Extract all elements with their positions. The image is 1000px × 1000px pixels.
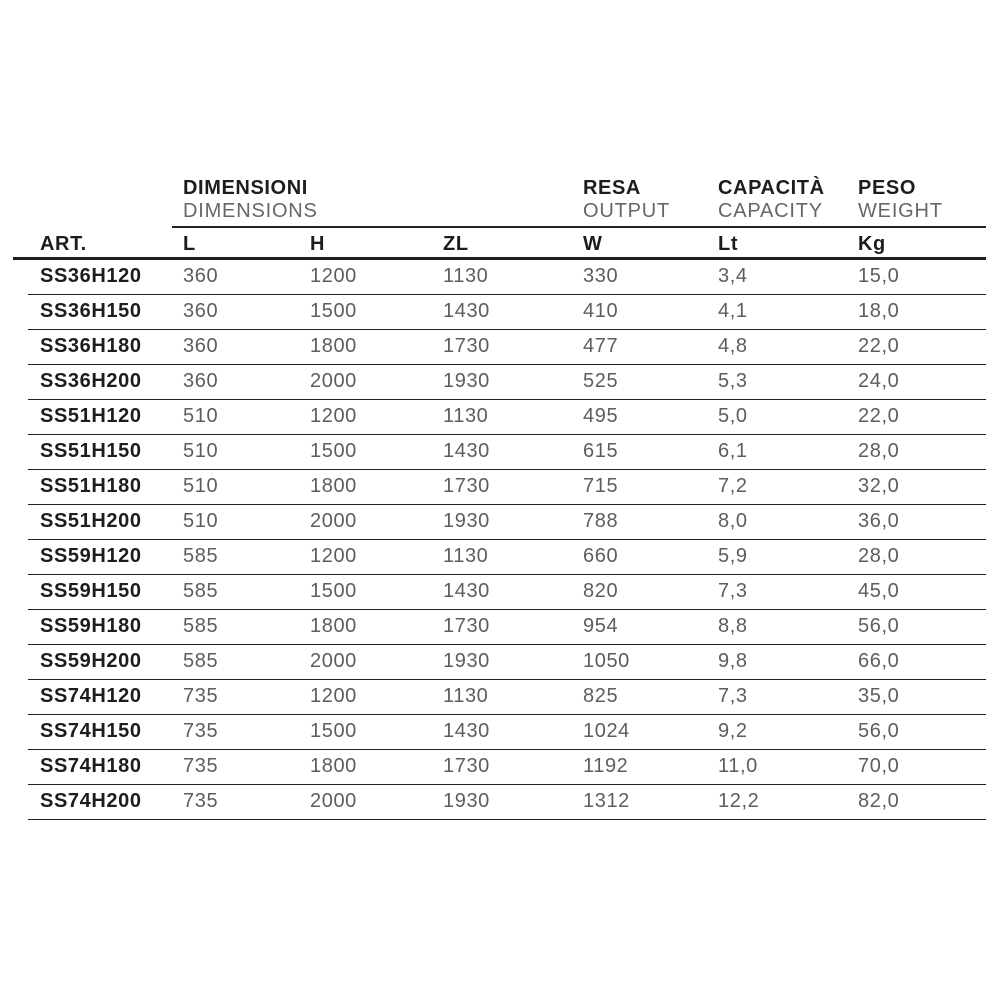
cell-capacity-lt: 5,9 [718,545,748,567]
cell-article-code: SS74H200 [40,790,142,812]
cell-height: 1500 [310,300,357,322]
table-row [28,505,986,540]
cell-height: 1200 [310,265,357,287]
cell-zl: 1130 [443,685,489,707]
table-body [28,260,986,820]
cell-length: 510 [183,440,219,462]
col-header-zl: ZL [443,233,469,255]
cell-length: 510 [183,475,219,497]
cell-height: 1800 [310,475,357,497]
table-row [28,260,986,295]
cell-height: 1200 [310,685,357,707]
cell-output-w: 1192 [583,755,629,777]
cell-article-code: SS36H200 [40,370,142,392]
cell-capacity-lt: 4,8 [718,335,748,357]
cell-capacity-lt: 4,1 [718,300,748,322]
cell-weight-kg: 28,0 [858,440,900,462]
cell-article-code: SS74H120 [40,685,142,707]
group-header-dimensions [183,177,318,223]
cell-length: 360 [183,370,219,392]
table-row [28,365,986,400]
cell-length: 585 [183,580,219,602]
cell-capacity-lt: 5,3 [718,370,748,392]
table-row [28,540,986,575]
cell-output-w: 788 [583,510,619,532]
cell-zl: 1130 [443,545,489,567]
cell-article-code: SS51H150 [40,440,142,462]
cell-article-code: SS59H150 [40,580,142,602]
cell-weight-kg: 56,0 [858,615,900,637]
col-header-l: L [183,233,196,255]
cell-article-code: SS59H200 [40,650,142,672]
group-header-primary: CAPACITÀ [718,177,825,199]
table-row [28,750,986,785]
cell-height: 1500 [310,720,357,742]
cell-weight-kg: 22,0 [858,335,900,357]
cell-zl: 1130 [443,265,489,287]
table-row [28,435,986,470]
group-header-primary: DIMENSIONI [183,177,308,199]
cell-capacity-lt: 3,4 [718,265,748,287]
table-row [28,330,986,365]
cell-article-code: SS51H180 [40,475,142,497]
cell-height: 1800 [310,615,357,637]
cell-capacity-lt: 9,2 [718,720,748,742]
cell-article-code: SS59H120 [40,545,142,567]
cell-length: 735 [183,720,219,742]
cell-weight-kg: 45,0 [858,580,900,602]
col-header-art: ART. [40,233,87,255]
group-header-primary: RESA [583,177,641,199]
cell-zl: 1430 [443,440,490,462]
cell-zl: 1730 [443,615,490,637]
cell-weight-kg: 32,0 [858,475,900,497]
cell-output-w: 820 [583,580,619,602]
cell-capacity-lt: 11,0 [718,755,758,777]
cell-height: 2000 [310,370,357,392]
cell-capacity-lt: 9,8 [718,650,748,672]
group-header-weight [858,177,943,223]
cell-length: 510 [183,510,219,532]
cell-zl: 1130 [443,405,489,427]
cell-output-w: 1312 [583,790,630,812]
cell-capacity-lt: 5,0 [718,405,748,427]
col-header-kg: Kg [858,233,886,255]
cell-weight-kg: 35,0 [858,685,900,707]
cell-height: 2000 [310,650,357,672]
column-header-row [0,231,1000,257]
cell-capacity-lt: 8,0 [718,510,748,532]
cell-height: 1200 [310,545,357,567]
table-row [28,645,986,680]
cell-capacity-lt: 12,2 [718,790,760,812]
col-header-w: W [583,233,603,255]
cell-zl: 1430 [443,720,490,742]
cell-output-w: 410 [583,300,619,322]
cell-height: 2000 [310,510,357,532]
cell-zl: 1930 [443,790,490,812]
cell-output-w: 825 [583,685,619,707]
cell-height: 1500 [310,440,357,462]
cell-length: 585 [183,615,219,637]
cell-length: 735 [183,685,219,707]
cell-article-code: SS51H200 [40,510,142,532]
cell-capacity-lt: 7,2 [718,475,748,497]
cell-output-w: 330 [583,265,619,287]
cell-length: 360 [183,335,219,357]
cell-weight-kg: 56,0 [858,720,900,742]
cell-zl: 1930 [443,370,490,392]
cell-length: 735 [183,755,219,777]
group-header-output [583,177,670,223]
group-header-secondary: OUTPUT [583,200,671,222]
group-header-secondary: DIMENSIONS [183,200,318,222]
cell-capacity-lt: 7,3 [718,685,748,707]
table-row [28,715,986,750]
cell-height: 1800 [310,335,357,357]
cell-length: 360 [183,265,219,287]
cell-article-code: SS36H180 [40,335,142,357]
cell-weight-kg: 28,0 [858,545,900,567]
cell-height: 1800 [310,755,357,777]
cell-capacity-lt: 8,8 [718,615,748,637]
group-header-secondary: CAPACITY [718,200,823,222]
cell-weight-kg: 22,0 [858,405,900,427]
cell-zl: 1430 [443,580,490,602]
cell-weight-kg: 15,0 [858,265,900,287]
cell-length: 585 [183,650,219,672]
cell-capacity-lt: 7,3 [718,580,748,602]
table-row [28,680,986,715]
cell-capacity-lt: 6,1 [718,440,748,462]
cell-article-code: SS51H120 [40,405,142,427]
cell-zl: 1730 [443,475,490,497]
cell-article-code: SS36H120 [40,265,142,287]
cell-output-w: 615 [583,440,619,462]
cell-weight-kg: 24,0 [858,370,900,392]
cell-output-w: 477 [583,335,619,357]
group-header-capacity [718,177,825,223]
col-header-h: H [310,233,326,255]
cell-zl: 1730 [443,755,490,777]
col-header-lt: Lt [718,233,739,255]
cell-weight-kg: 18,0 [858,300,900,322]
cell-article-code: SS74H180 [40,755,142,777]
table-row [28,575,986,610]
cell-output-w: 525 [583,370,619,392]
cell-length: 510 [183,405,219,427]
cell-output-w: 1024 [583,720,630,742]
table-row [28,785,986,820]
cell-weight-kg: 66,0 [858,650,900,672]
cell-weight-kg: 70,0 [858,755,900,777]
cell-output-w: 954 [583,615,619,637]
cell-zl: 1930 [443,650,490,672]
cell-weight-kg: 36,0 [858,510,900,532]
group-header-rule [172,226,986,228]
cell-output-w: 495 [583,405,619,427]
cell-output-w: 660 [583,545,619,567]
cell-zl: 1730 [443,335,490,357]
group-header-primary: PESO [858,177,916,199]
cell-article-code: SS74H150 [40,720,142,742]
cell-article-code: SS36H150 [40,300,142,322]
cell-output-w: 1050 [583,650,630,672]
cell-length: 360 [183,300,219,322]
cell-height: 1200 [310,405,357,427]
table-row [28,400,986,435]
cell-zl: 1430 [443,300,490,322]
cell-weight-kg: 82,0 [858,790,900,812]
cell-height: 2000 [310,790,357,812]
cell-zl: 1930 [443,510,490,532]
table-row [28,610,986,645]
cell-height: 1500 [310,580,357,602]
table-row [28,295,986,330]
cell-length: 735 [183,790,219,812]
group-header-secondary: WEIGHT [858,200,943,222]
table-row [28,470,986,505]
cell-length: 585 [183,545,219,567]
cell-article-code: SS59H180 [40,615,142,637]
cell-output-w: 715 [583,475,619,497]
